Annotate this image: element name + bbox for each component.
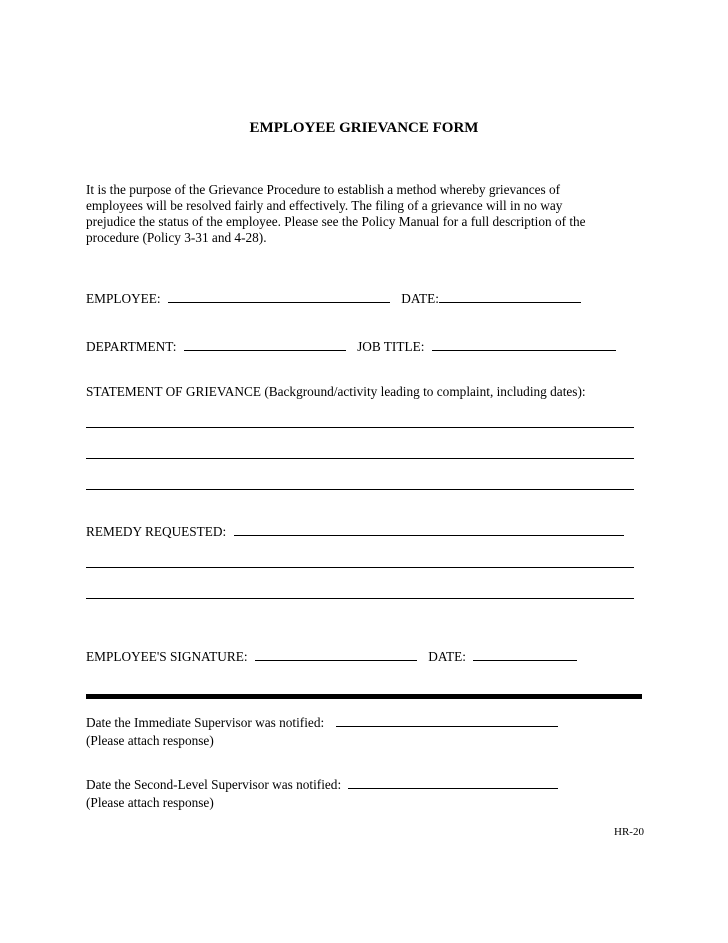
- job-title-label: JOB TITLE:: [357, 339, 425, 354]
- second-supervisor-row: [86, 777, 558, 793]
- signature-date-label: DATE:: [428, 649, 466, 664]
- signature-date-field[interactable]: [473, 649, 577, 661]
- employee-row: [86, 291, 581, 307]
- department-row: [86, 339, 616, 355]
- intro-line: employees will be resolved fairly and effectively. The filing of a grievance will in no way: [86, 198, 563, 213]
- immediate-supervisor-row: [86, 715, 558, 731]
- statement-label: STATEMENT OF GRIEVANCE (Background/activity leading to complaint, including dates):: [86, 384, 586, 399]
- intro-line: prejudice the status of the employee. Please see the Policy Manual for a full description of the: [86, 214, 586, 229]
- second-supervisor-label: Date the Second-Level Supervisor was notified:: [86, 777, 342, 792]
- form-title: EMPLOYEE GRIEVANCE FORM: [249, 120, 479, 136]
- immediate-supervisor-date-field[interactable]: [336, 715, 558, 727]
- second-supervisor-date-field[interactable]: [348, 777, 558, 789]
- statement-line[interactable]: [86, 427, 634, 428]
- immediate-supervisor-label: Date the Immediate Supervisor was notified:: [86, 715, 325, 730]
- department-label: DEPARTMENT:: [86, 339, 177, 354]
- intro-line: procedure (Policy 3-31 and 4-28).: [86, 230, 267, 245]
- signature-row: [86, 649, 577, 665]
- employee-field[interactable]: [168, 291, 390, 303]
- intro-paragraph: [86, 182, 646, 246]
- remedy-line[interactable]: [86, 567, 634, 568]
- form-code: HR-20: [614, 826, 644, 838]
- remedy-field[interactable]: [234, 524, 624, 536]
- department-field[interactable]: [184, 339, 346, 351]
- employee-label: EMPLOYEE:: [86, 291, 161, 306]
- statement-line[interactable]: [86, 458, 634, 459]
- signature-field[interactable]: [255, 649, 417, 661]
- intro-line: It is the purpose of the Grievance Procedure to establish a method whereby grievances of: [86, 182, 561, 197]
- remedy-label: REMEDY REQUESTED:: [86, 524, 227, 539]
- remedy-row: [86, 524, 624, 540]
- job-title-field[interactable]: [432, 339, 616, 351]
- immediate-supervisor-note: (Please attach response): [86, 733, 214, 748]
- date-label: DATE:: [401, 291, 439, 306]
- second-supervisor-note: (Please attach response): [86, 795, 214, 810]
- section-divider: [86, 694, 642, 699]
- signature-label: EMPLOYEE'S SIGNATURE:: [86, 649, 248, 664]
- statement-line[interactable]: [86, 489, 634, 490]
- remedy-line[interactable]: [86, 598, 634, 599]
- date-field[interactable]: [439, 291, 581, 303]
